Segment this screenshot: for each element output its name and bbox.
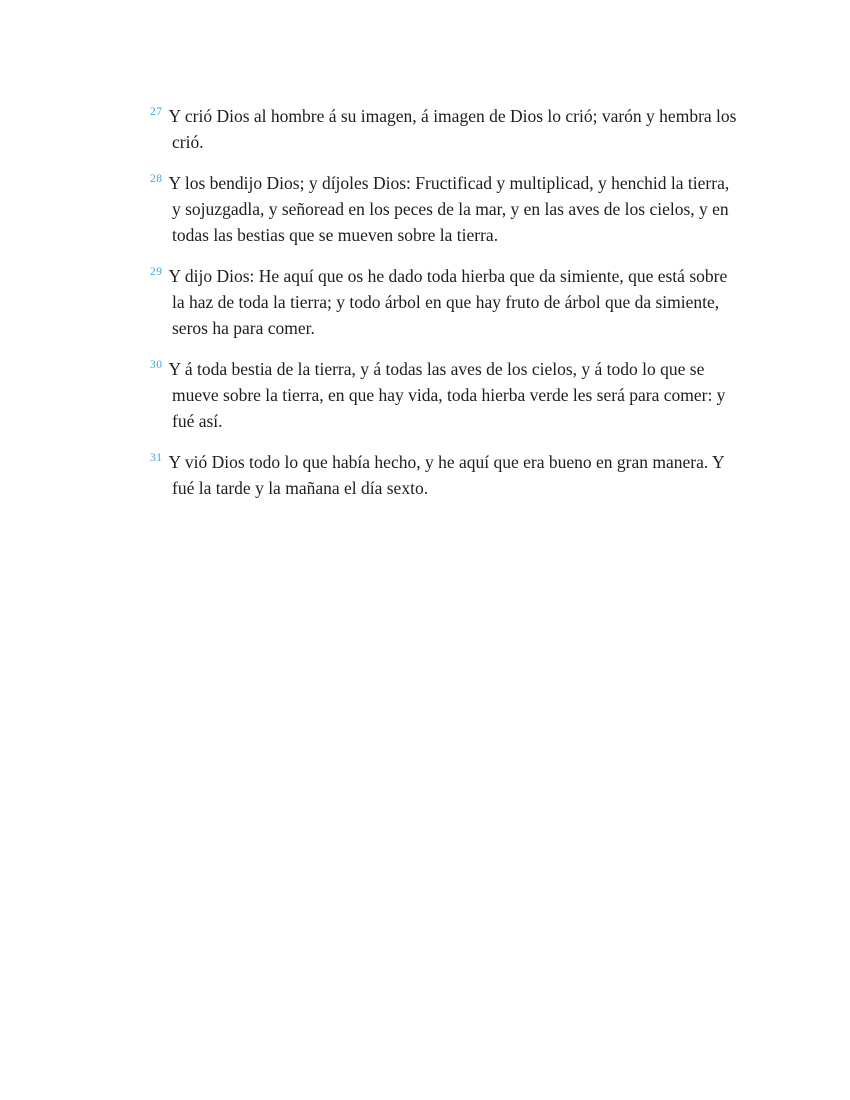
verse-number: 28 [150, 173, 163, 186]
verse-paragraph [150, 170, 738, 248]
verse-number: 30 [150, 359, 163, 372]
verse-text: Y vió Dios todo lo que había hecho, y he aquí que era bueno en gran manera. Y fué la tarde y la mañana el día sexto. [168, 452, 724, 498]
verse-paragraph [150, 356, 738, 434]
verse-text: Y los bendijo Dios; y díjoles Dios: Fructificad y multiplicad, y henchid la tierra, y sojuzgadla, y señoread en los peces de la mar, y en las aves de los cielos, y en todas las bestias que se mueven sobre la tierra. [168, 173, 730, 245]
verse-number: 27 [150, 106, 163, 119]
verse-number: 31 [150, 452, 163, 465]
verse-paragraph [150, 103, 738, 155]
verse-paragraph [150, 263, 738, 341]
verse-paragraph [150, 449, 738, 501]
verse-number: 29 [150, 266, 163, 279]
verses-container [150, 103, 738, 516]
verse-text: Y dijo Dios: He aquí que os he dado toda hierba que da simiente, que está sobre la haz de toda la tierra; y todo árbol en que hay fruto de árbol que da simiente, seros ha para comer. [168, 266, 728, 338]
verse-text: Y crió Dios al hombre á su imagen, á imagen de Dios lo crió; varón y hembra los crió. [168, 106, 737, 152]
verse-text: Y á toda bestia de la tierra, y á todas las aves de los cielos, y á todo lo que se mueve sobre la tierra, en que hay vida, toda hierba verde les será para comer: y fué así. [168, 359, 726, 431]
